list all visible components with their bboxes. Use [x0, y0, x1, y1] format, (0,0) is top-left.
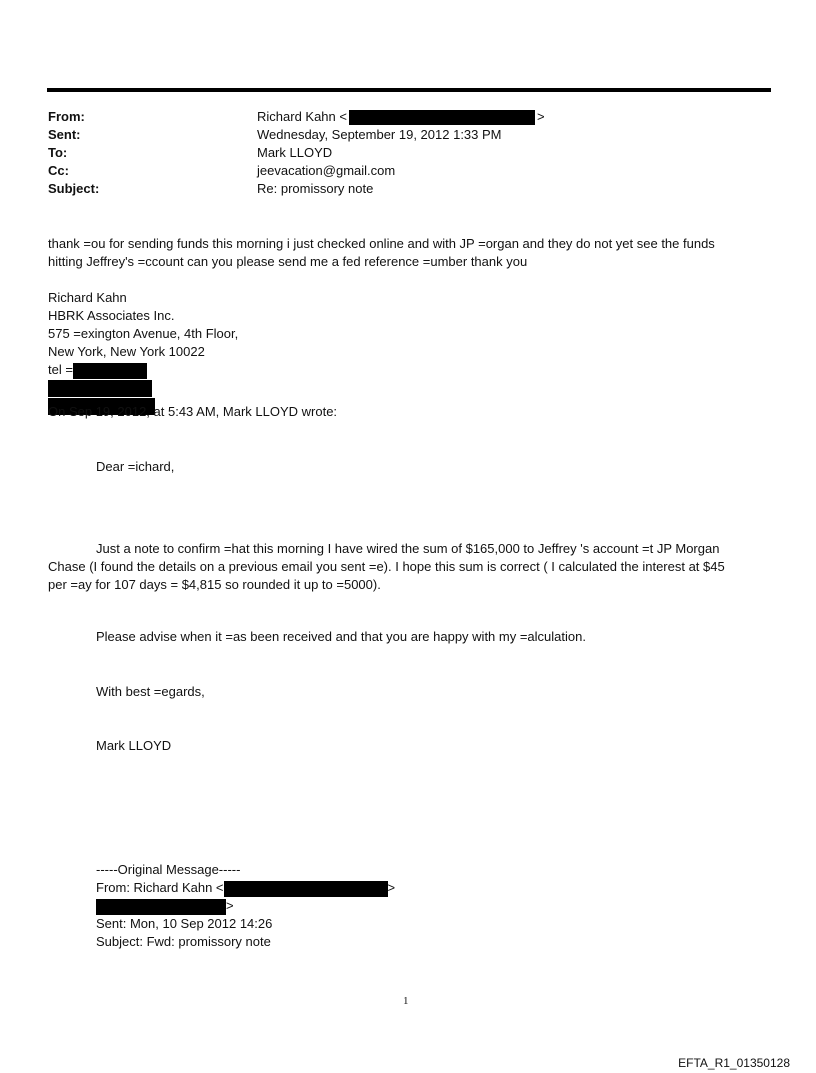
quoted-paragraph	[48, 540, 725, 594]
original-from-text: From: Richard Kahn <	[96, 880, 224, 895]
original-subject: Subject: Fwd: promissory note	[96, 934, 271, 949]
redacted-email	[224, 881, 388, 897]
to-value: Mark LLOYD	[257, 145, 333, 160]
quoted-line: Just a note to confirm =hat this morning I have wired the sum of $165,000 to Jeffrey 's account =t JP Morgan	[96, 541, 720, 556]
cc-value: jeevacation@gmail.com	[257, 163, 396, 178]
from-value	[257, 109, 545, 125]
tel-label: tel =	[48, 362, 73, 377]
signature-name: Richard Kahn	[48, 290, 127, 305]
redacted-block	[48, 380, 152, 397]
cc-label: Cc:	[48, 163, 69, 178]
page-number: 1	[403, 995, 409, 1007]
signature-address-line: New York, New York 10022	[48, 344, 205, 359]
from-label: From:	[48, 109, 85, 124]
sent-label: Sent:	[48, 127, 81, 142]
original-divider: -----Original Message-----	[96, 862, 241, 877]
quoted-greeting: Dear =ichard,	[96, 459, 175, 474]
quoted-intro: On Sep 19, 2012, at 5:43 AM, Mark LLOYD wrote:	[48, 404, 338, 419]
quoted-closing: With best =egards,	[96, 684, 205, 699]
header-rule	[47, 88, 771, 92]
message-body	[48, 235, 715, 271]
signature	[48, 289, 238, 415]
quoted-paragraph-2: Please advise when it =as been received and that you are happy with my =alculation.	[96, 629, 586, 644]
subject-label: Subject:	[48, 181, 100, 196]
original-message	[96, 861, 395, 951]
quoted-line: Chase (I found the details on a previous email you sent =e). I hope this sum is correct ( I calculated the interest at $45	[48, 559, 725, 574]
signature-company: HBRK Associates Inc.	[48, 308, 175, 323]
original-from-cont	[96, 897, 395, 915]
original-from	[96, 879, 395, 897]
from-close: >	[536, 109, 545, 124]
redacted-email	[96, 899, 226, 915]
original-sent: Sent: Mon, 10 Sep 2012 14:26	[96, 916, 273, 931]
redacted-line	[48, 379, 238, 397]
redacted-phone	[73, 363, 147, 379]
body-line: thank =ou for sending funds this morning i just checked online and with JP =organ and they do not yet see the funds	[48, 236, 715, 251]
sent-value: Wednesday, September 19, 2012 1:33 PM	[257, 127, 502, 142]
body-line: hitting Jeffrey's =ccount can you please send me a fed reference =umber thank you	[48, 254, 528, 269]
signature-address-line: 575 =exington Avenue, 4th Floor,	[48, 326, 239, 341]
document-id: EFTA_R1_01350128	[678, 1056, 790, 1070]
quoted-sender: Mark LLOYD	[96, 738, 172, 753]
subject-value: Re: promissory note	[257, 181, 374, 196]
original-close: >	[387, 880, 396, 895]
quoted-line: per =ay for 107 days = $4,815 so rounded it up to =5000).	[48, 577, 381, 592]
signature-tel	[48, 361, 238, 379]
from-name: Richard Kahn <	[257, 109, 347, 124]
redacted-email	[349, 110, 535, 125]
original-close: >	[226, 898, 234, 913]
to-label: To:	[48, 145, 68, 160]
